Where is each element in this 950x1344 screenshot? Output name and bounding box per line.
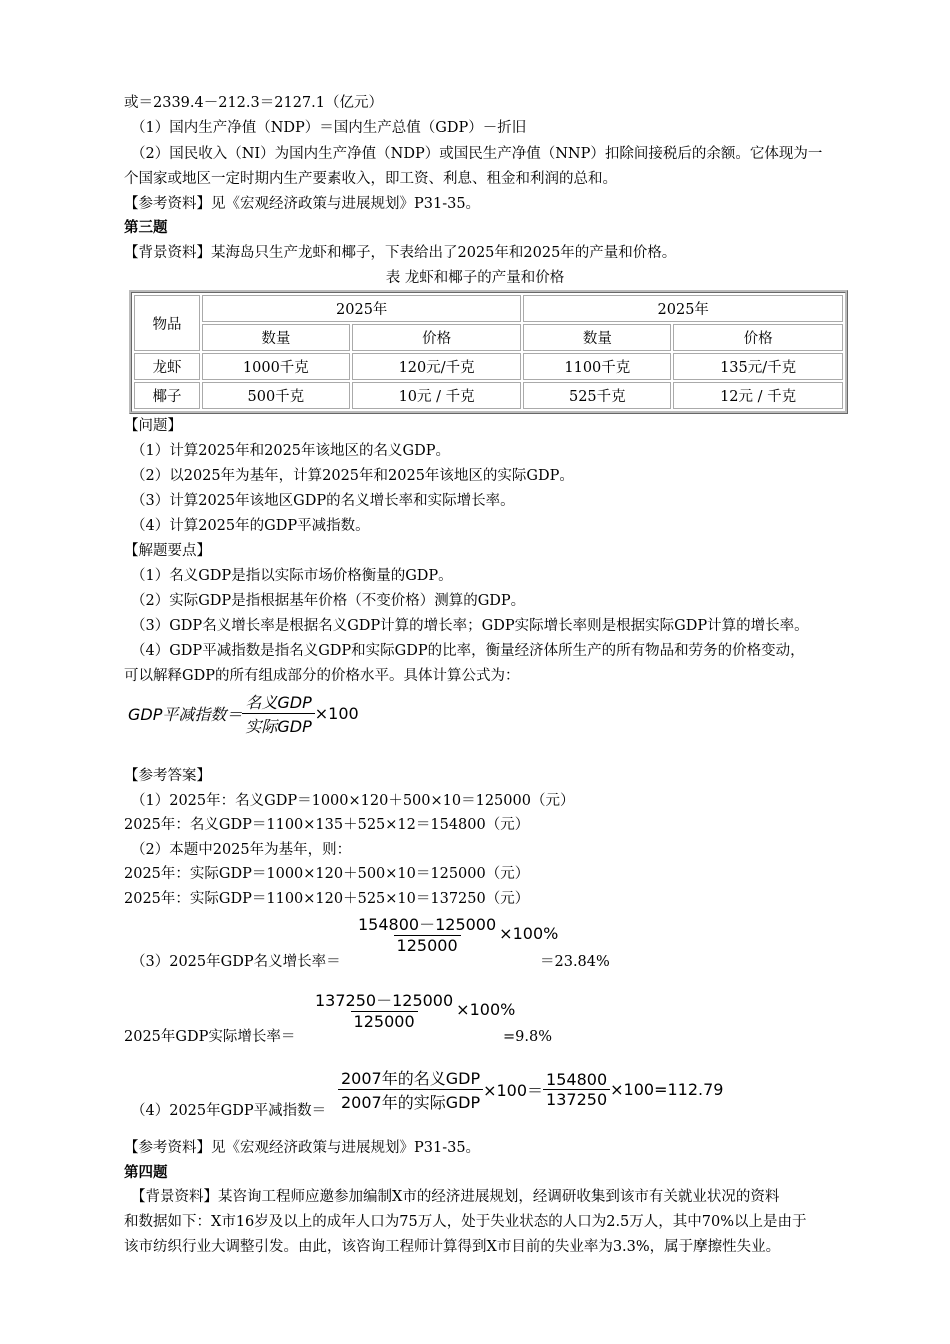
table-cell: 椰子 — [134, 382, 200, 409]
data-table — [129, 290, 848, 414]
table-cell: 135元/千克 — [673, 353, 843, 380]
answer-line: 2025年：名义GDP＝1100×135＋525×12＝154800（元） — [124, 817, 530, 833]
answer-line: 2025年GDP实际增长率＝ — [124, 1029, 296, 1045]
formula-numerator: 154800 — [546, 1070, 608, 1089]
key-point: （2）实际GDP是指根据基年价格（不变价格）测算的GDP。 — [131, 593, 526, 609]
table-cell: 525千克 — [523, 382, 671, 409]
table-cell: 10元 / 千克 — [352, 382, 522, 409]
table-header: 价格 — [352, 324, 522, 351]
text-line: 或＝2339.4－212.3＝2127.1（亿元） — [124, 95, 383, 111]
table-cell: 1000千克 — [202, 353, 350, 380]
answer-line: 2025年：实际GDP＝1000×120＋500×10＝125000（元） — [124, 866, 530, 882]
formula-tail: ×100% — [499, 924, 559, 943]
key-points-heading: 【解题要点】 — [124, 543, 211, 559]
table-header: 2025年 — [202, 295, 521, 322]
table-row — [134, 382, 843, 409]
formula-denominator: 137250 — [543, 1089, 610, 1109]
section-heading-4: 第四题 — [124, 1164, 168, 1181]
deflator-formula — [128, 690, 359, 737]
answer-result: ＝23.84% — [540, 954, 610, 970]
table-header: 2025年 — [523, 295, 843, 322]
deflator-2007-formula — [338, 1066, 723, 1113]
question-item: （2）以2025年为基年，计算2025年和2025年该地区的实际GDP。 — [131, 468, 574, 484]
text-line: 个国家或地区一定时期内生产要素收入，即工资、利息、租金和利润的总和。 — [124, 171, 617, 187]
table-header: 物品 — [134, 295, 200, 351]
questions-heading: 【问题】 — [124, 418, 182, 434]
reference-note: 【参考资料】见《宏观经济政策与进展规划》P31-35。 — [124, 1140, 481, 1156]
real-growth-formula — [312, 988, 515, 1031]
formula-denominator: 125000 — [351, 1011, 418, 1031]
table-cell: 1100千克 — [523, 353, 671, 380]
question-item: （4）计算2025年的GDP平减指数。 — [131, 518, 370, 534]
formula-numerator: 名义GDP — [245, 693, 312, 712]
text-line: （2）国民收入（NI）为国内生产净值（NDP）或国民生产净值（NNP）扣除间接税后的余额。它体现为一 — [131, 146, 823, 162]
answer-line: （2）本题中2025年为基年，则： — [131, 842, 352, 858]
formula-denominator: 2007年的实际GDP — [338, 1089, 483, 1113]
table-row — [134, 353, 843, 380]
question-item: （1）计算2025年和2025年该地区的名义GDP。 — [131, 443, 450, 459]
table-cell: 500千克 — [202, 382, 350, 409]
nominal-growth-formula — [355, 912, 558, 955]
background-text: 【背景资料】某海岛只生产龙虾和椰子，下表给出了2025年和2025年的产量和价格。 — [124, 245, 677, 261]
table-cell: 12元 / 千克 — [673, 382, 843, 409]
answer-result: =9.8% — [503, 1029, 552, 1045]
key-point: （1）名义GDP是指以实际市场价格衡量的GDP。 — [131, 568, 453, 584]
key-point: 可以解释GDP的所有组成部分的价格水平。具体计算公式为： — [124, 668, 520, 684]
formula-denominator: 实际GDP — [242, 713, 314, 737]
formula-denominator: 125000 — [394, 935, 461, 955]
background-text: 【背景资料】某咨询工程师应邀参加编制X市的经济进展规划，经调研收集到该市有关就业状况的资料 — [131, 1189, 780, 1205]
formula-numerator: 154800－125000 — [358, 915, 497, 934]
table-header: 价格 — [673, 324, 843, 351]
key-point: （3）GDP名义增长率是根据名义GDP计算的增长率；GDP实际增长率则是根据实际GDP计算的增长率。 — [131, 618, 809, 634]
formula-mid: ×100＝ — [483, 1081, 544, 1100]
background-text: 该市纺织行业大调整引发。由此，该咨询工程师计算得到X市目前的失业率为3.3%，属于摩擦性失业。 — [124, 1239, 781, 1255]
answer-line: （4）2025年GDP平减指数＝ — [131, 1103, 327, 1119]
formula-tail: ×100% — [456, 1000, 516, 1019]
background-text: 和数据如下：X市16岁及以上的成年人口为75万人，处于失业状态的人口为2.5万人，其中70%以上是由于 — [124, 1214, 807, 1230]
formula-lhs: GDP平减指数＝ — [128, 705, 243, 724]
answers-heading: 【参考答案】 — [124, 768, 211, 784]
answer-line: （3）2025年GDP名义增长率＝ — [131, 954, 341, 970]
key-point: （4）GDP平减指数是指名义GDP和实际GDP的比率，衡量经济体所生产的所有物品和劳务的价格变动， — [131, 643, 805, 659]
formula-numerator: 137250－125000 — [315, 991, 454, 1010]
section-heading-3: 第三题 — [124, 219, 168, 236]
reference-note: 【参考资料】见《宏观经济政策与进展规划》P31-35。 — [124, 196, 481, 212]
formula-numerator: 2007年的名义GDP — [341, 1069, 481, 1088]
answer-line: （1）2025年：名义GDP＝1000×120＋500×10＝125000（元） — [131, 793, 575, 809]
answer-line: 2025年：实际GDP＝1100×120＋525×10＝137250（元） — [124, 891, 530, 907]
table-cell: 120元/千克 — [352, 353, 522, 380]
table-cell: 龙虾 — [134, 353, 200, 380]
table-header: 数量 — [202, 324, 350, 351]
table-caption: 表 龙虾和椰子的产量和价格 — [385, 270, 565, 286]
text-line: （1）国内生产净值（NDP）＝国内生产总值（GDP）－折旧 — [131, 120, 527, 136]
formula-tail: ×100=112.79 — [610, 1080, 724, 1099]
formula-tail: ×100 — [314, 704, 359, 723]
table-header: 数量 — [523, 324, 671, 351]
question-item: （3）计算2025年该地区GDP的名义增长率和实际增长率。 — [131, 493, 515, 509]
